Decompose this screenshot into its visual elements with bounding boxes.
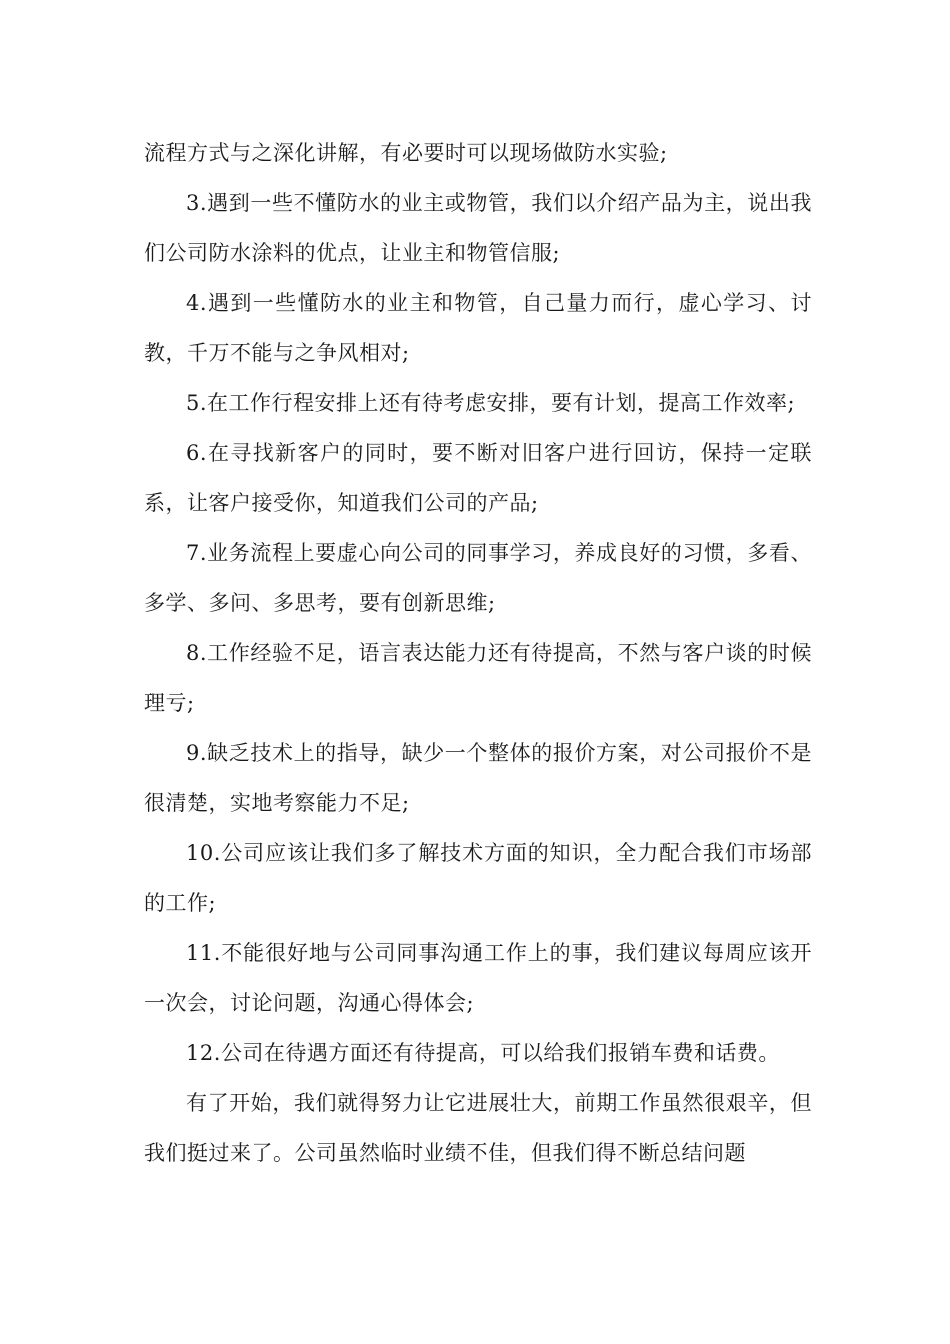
paragraph-item-11: 11.不能很好地与公司同事沟通工作上的事，我们建议每周应该开一次会，讨论问题，沟通心得体会; (144, 941, 812, 1015)
paragraph-continuation: 流程方式与之深化讲解，有必要时可以现场做防水实验; (144, 141, 668, 165)
paragraph-conclusion: 有了开始，我们就得努力让它进展壮大，前期工作虽然很艰辛，但我们挺过来了。公司虽然临时业绩不佳，但我们得不断总结问题 (144, 1091, 812, 1165)
document-body (144, 128, 812, 1178)
paragraph-item-10: 10.公司应该让我们多了解技术方面的知识，全力配合我们市场部的工作; (144, 841, 812, 915)
paragraph-item-6: 6.在寻找新客户的同时，要不断对旧客户进行回访，保持一定联系，让客户接受你，知道我们公司的产品; (144, 441, 812, 515)
paragraph-item-9: 9.缺乏技术上的指导，缺少一个整体的报价方案，对公司报价不是很清楚，实地考察能力不足; (144, 741, 812, 815)
paragraph-item-3: 3.遇到一些不懂防水的业主或物管，我们以介绍产品为主，说出我们公司防水涂料的优点，让业主和物管信服; (144, 191, 812, 265)
paragraph-item-5: 5.在工作行程安排上还有待考虑安排，要有计划，提高工作效率; (186, 391, 796, 415)
paragraph-item-4: 4.遇到一些懂防水的业主和物管，自己量力而行，虚心学习、讨教，千万不能与之争风相对; (144, 291, 812, 365)
paragraph-item-8: 8.工作经验不足，语言表达能力还有待提高，不然与客户谈的时候理亏; (144, 641, 812, 715)
paragraph-item-12: 12.公司在待遇方面还有待提高，可以给我们报销车费和话费。 (186, 1041, 780, 1065)
paragraph-item-7: 7.业务流程上要虚心向公司的同事学习，养成良好的习惯，多看、多学、多问、多思考，要有创新思维; (144, 541, 812, 615)
